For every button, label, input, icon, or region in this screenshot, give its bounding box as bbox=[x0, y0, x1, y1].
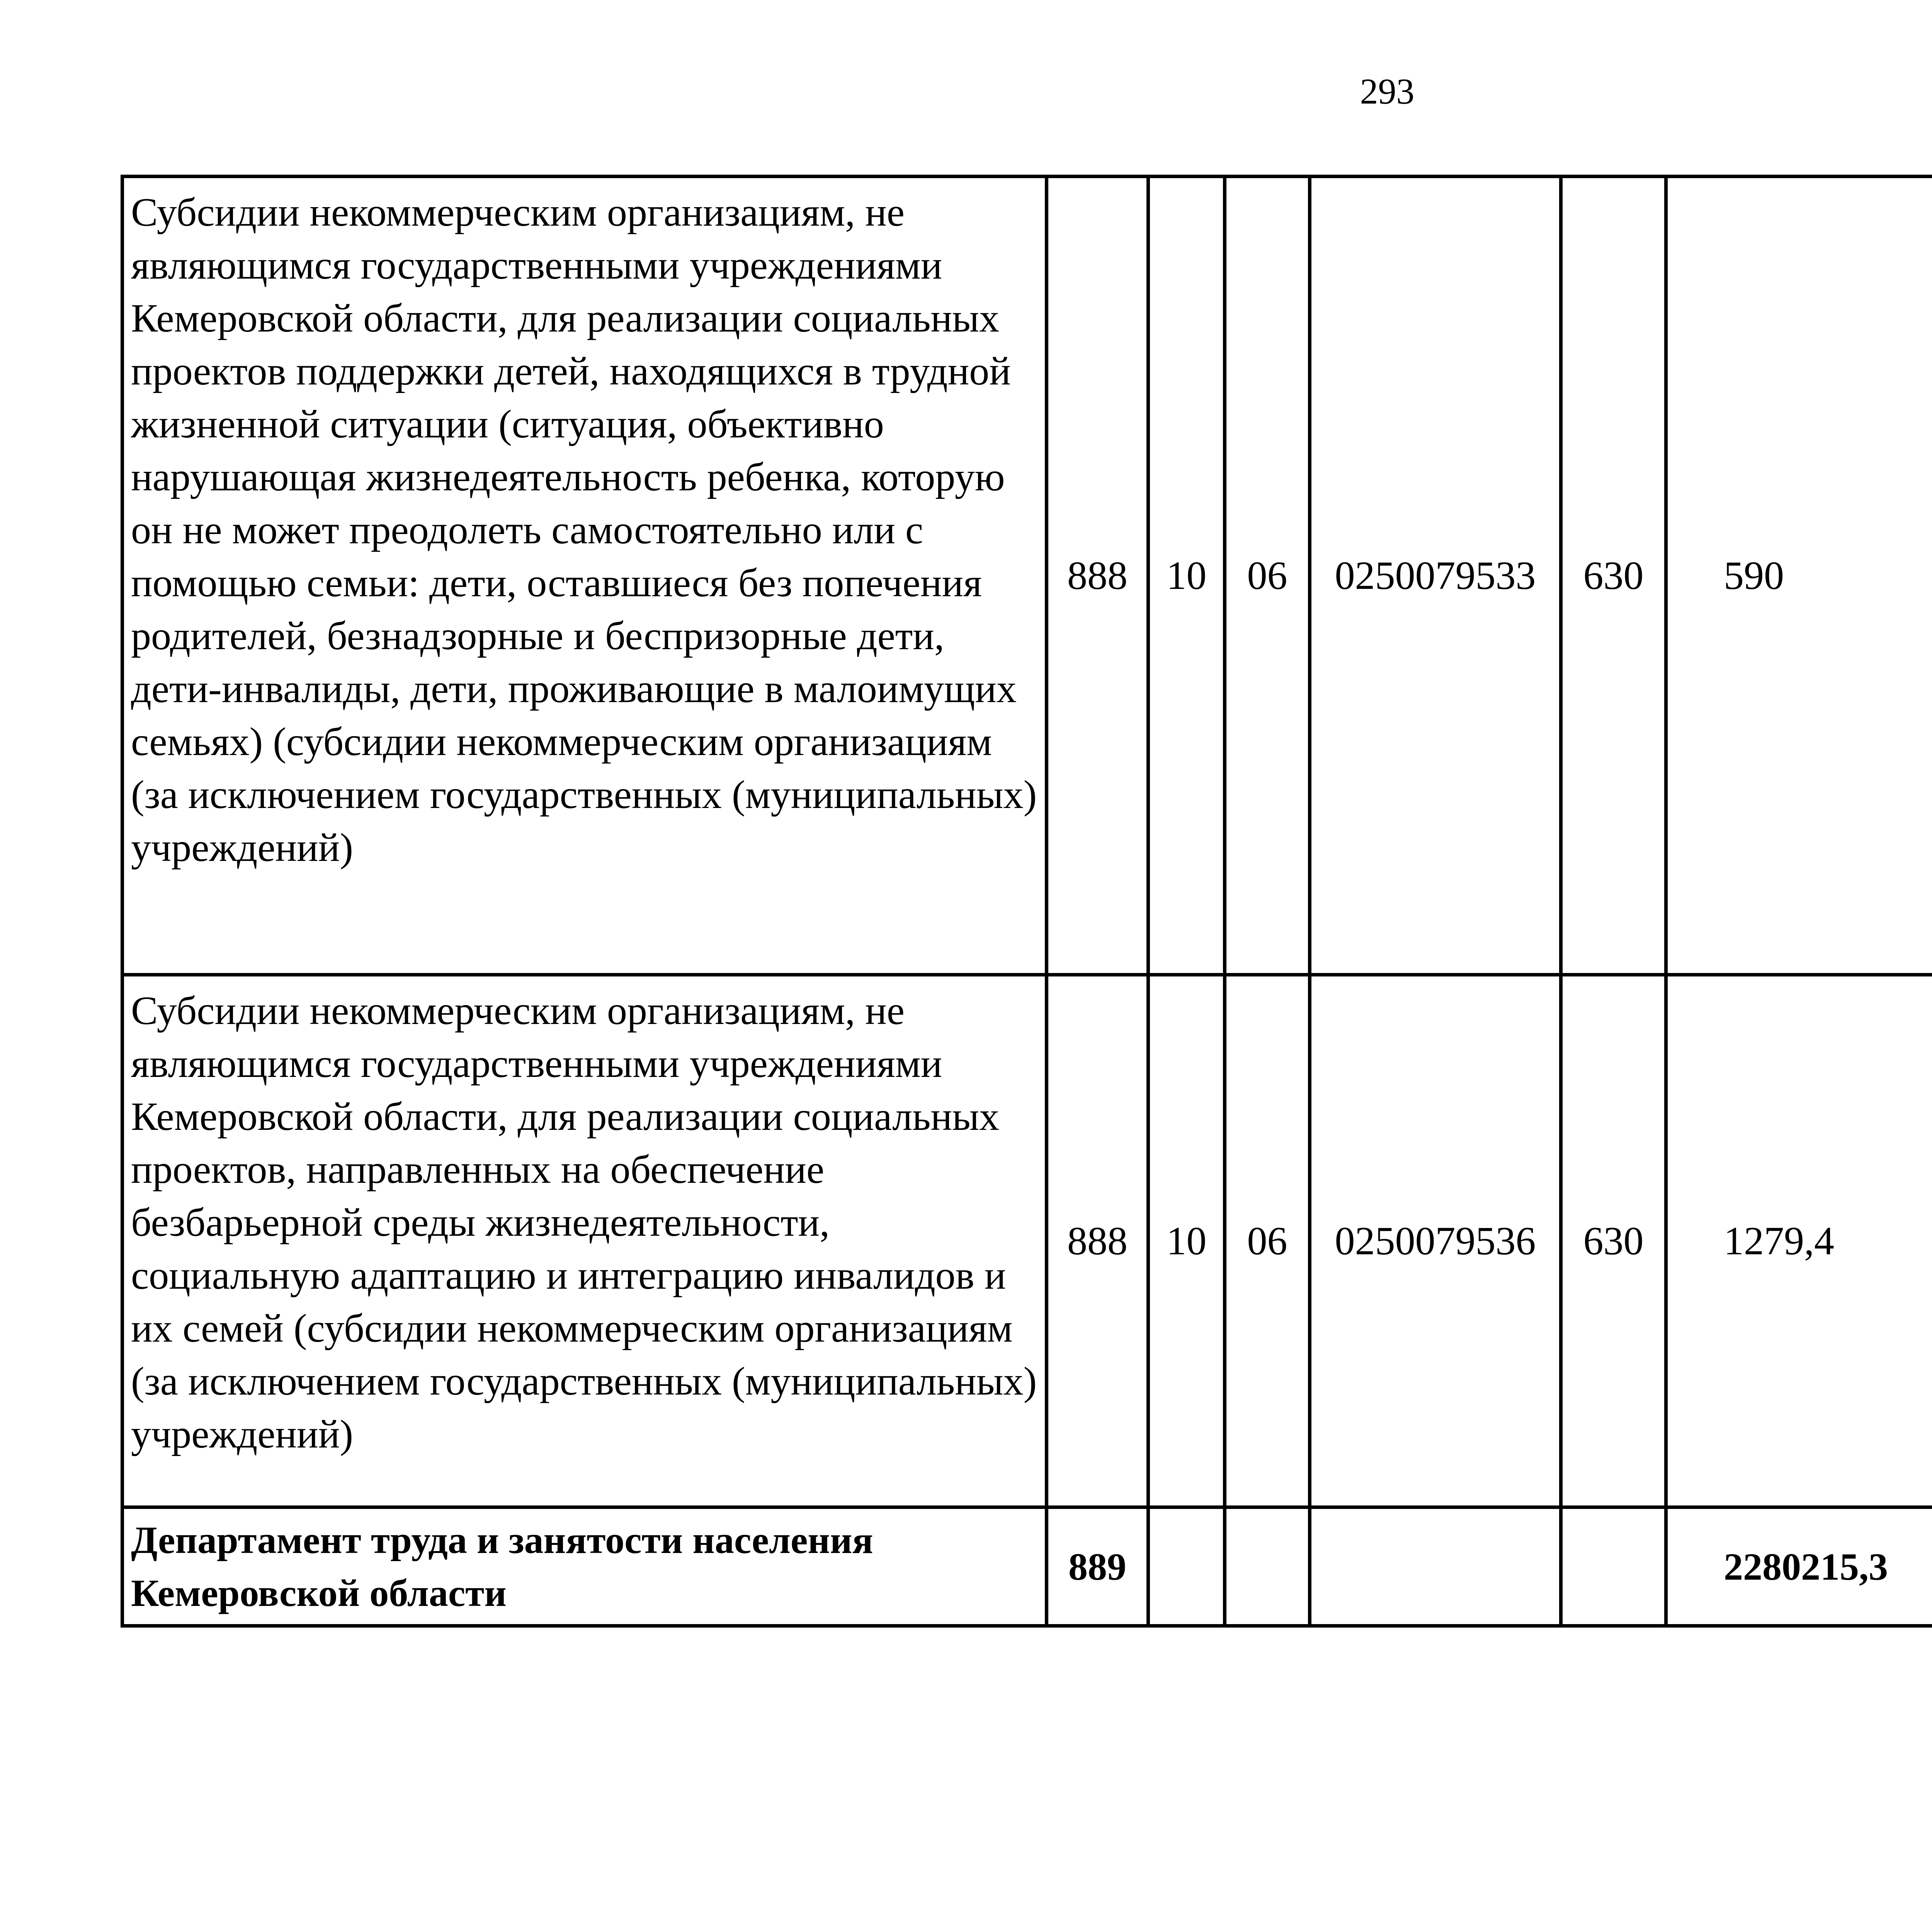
subsection-cell bbox=[1225, 1507, 1310, 1626]
target-article-cell: 0250079536 bbox=[1310, 975, 1561, 1507]
budget-table bbox=[121, 175, 1932, 1628]
department-name-cell: Департамент труда и занятости населения Кемеровской области bbox=[122, 1507, 1047, 1626]
table-row bbox=[122, 975, 1932, 1507]
ministry-code-cell: 888 bbox=[1047, 975, 1148, 1507]
amount-year-1-cell: 590 bbox=[1666, 177, 1932, 975]
expense-type-cell: 630 bbox=[1561, 975, 1666, 1507]
section-cell: 10 bbox=[1148, 975, 1225, 1507]
ministry-code-cell: 888 bbox=[1047, 177, 1148, 975]
table-row bbox=[122, 177, 1932, 975]
subsection-cell: 06 bbox=[1225, 975, 1310, 1507]
expense-name-cell: Субсидии некоммерческим организациям, не являющимся государственными учреждениями Кемеровской области, для реализации социальных проектов поддержки детей, находящихся в трудной жизненной ситуации (ситуация, объективно нарушающая жизнедеятельность ребенка, которую он не может преодолеть самостоятельно или с помощью семьи: дети, оставшиеся без попечения родителей, безнадзорные и беспризорные дети, дети-инвалиды, дети, проживающие в малоимущих семьях) (субсидии некоммерческим организациям (за исключением государственных (муниципальных) учреждений) bbox=[122, 177, 1047, 975]
expense-type-cell: 630 bbox=[1561, 177, 1666, 975]
ministry-code-cell: 889 bbox=[1047, 1507, 1148, 1626]
target-article-cell bbox=[1310, 1507, 1561, 1626]
section-cell bbox=[1148, 1507, 1225, 1626]
page-number: 293 bbox=[1360, 71, 1415, 112]
subsection-cell: 06 bbox=[1225, 177, 1310, 975]
section-cell: 10 bbox=[1148, 177, 1225, 975]
amount-year-1-cell: 1279,4 bbox=[1666, 975, 1932, 1507]
expense-name-cell: Субсидии некоммерческим организациям, не являющимся государственными учреждениями Кемеровской области, для реализации социальных проектов, направленных на обеспечение безбарьерной среды жизнедеятельности, социальную адаптацию и интеграцию инвалидов и их семей (субсидии некоммерческим организациям (за исключением государственных (муниципальных) учреждений) bbox=[122, 975, 1047, 1507]
target-article-cell: 0250079533 bbox=[1310, 177, 1561, 975]
amount-year-1-cell: 2280215,3 bbox=[1666, 1507, 1932, 1626]
expense-type-cell bbox=[1561, 1507, 1666, 1626]
table-row-department-total bbox=[122, 1507, 1932, 1626]
